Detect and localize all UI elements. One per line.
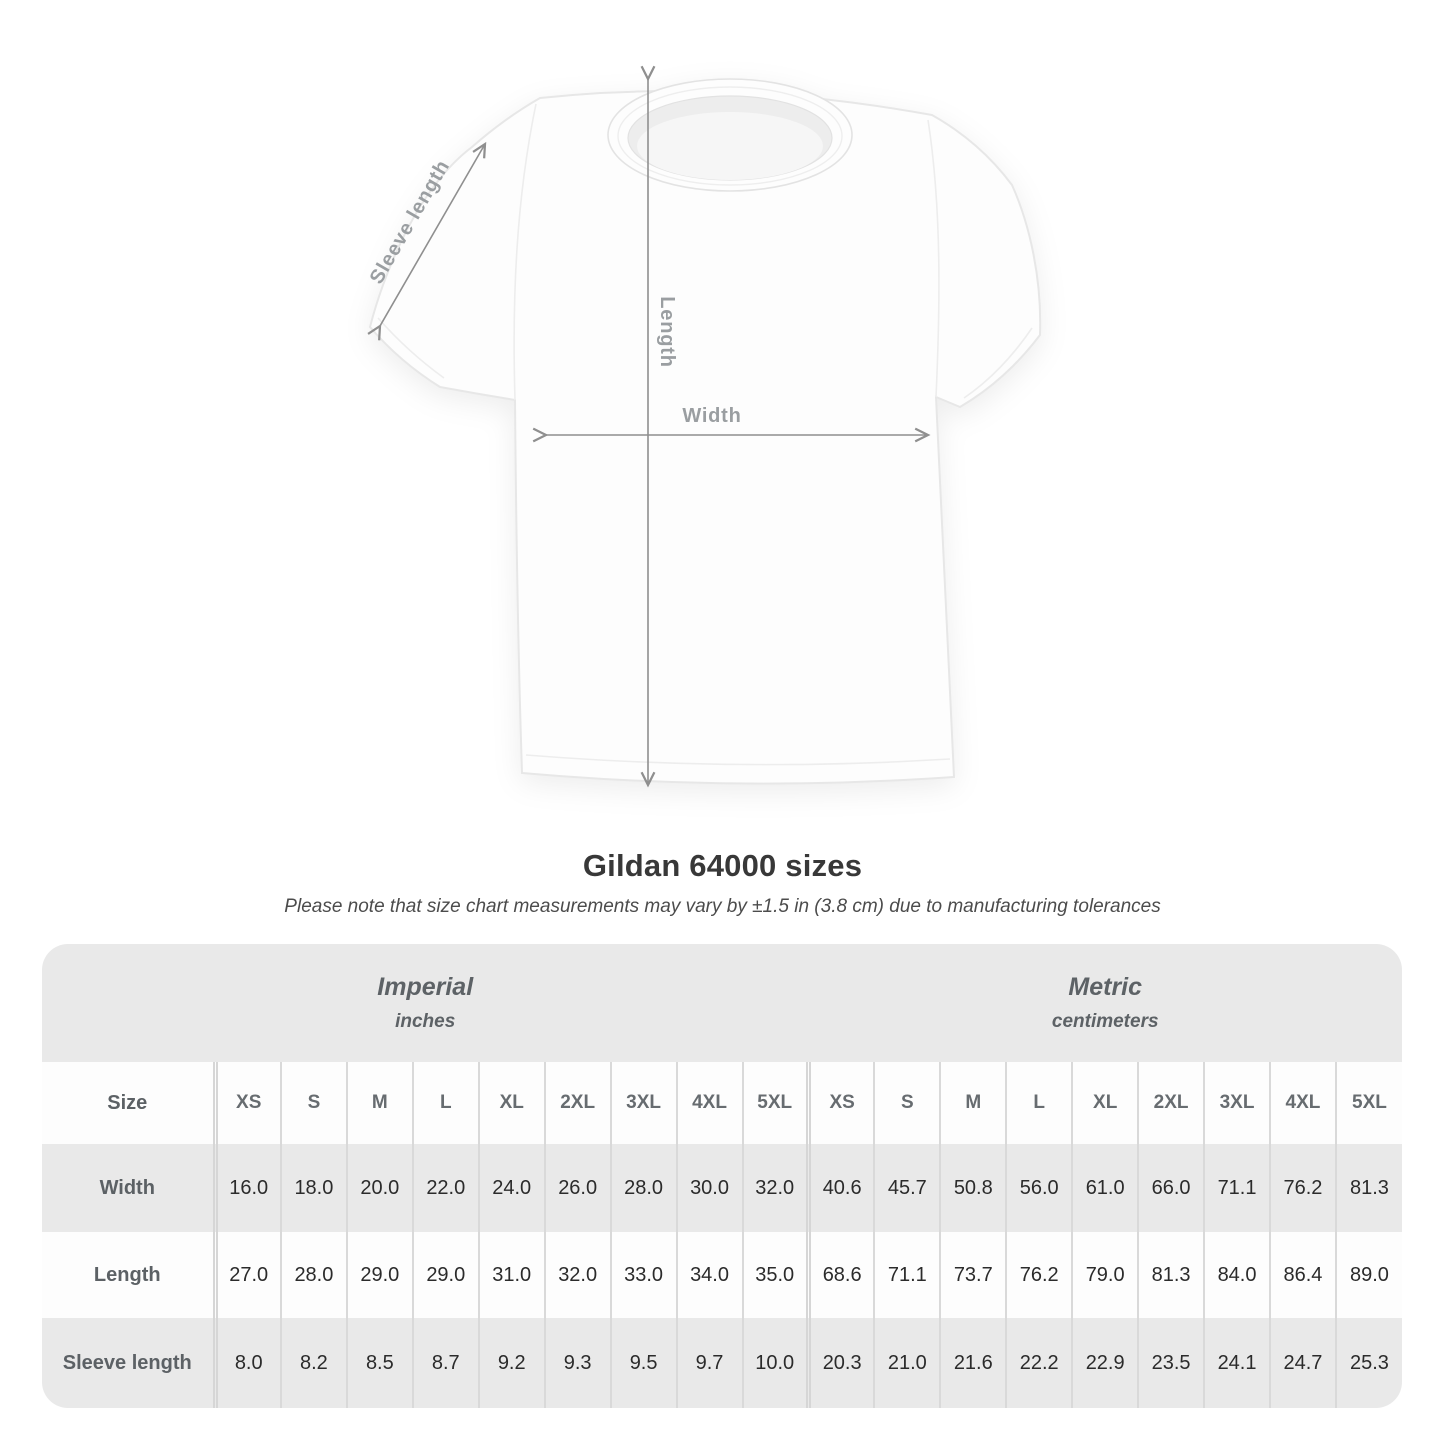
row-label: Sleeve length bbox=[62, 1351, 192, 1374]
table-cell: 71.1 bbox=[874, 1232, 940, 1318]
table-cell: 81.3 bbox=[1138, 1232, 1204, 1318]
length-label: Length bbox=[656, 296, 678, 368]
size-header-row bbox=[42, 1062, 1402, 1144]
size-col-header: XS bbox=[808, 1062, 874, 1144]
table-cell: 24.1 bbox=[1204, 1318, 1270, 1408]
table-cell: 79.0 bbox=[1072, 1232, 1138, 1318]
size-col-header: XL bbox=[1072, 1062, 1138, 1144]
table-cell: 9.7 bbox=[677, 1318, 743, 1408]
size-col-header: 2XL bbox=[1138, 1062, 1204, 1144]
table-cell: 22.0 bbox=[413, 1144, 479, 1232]
table-cell: 29.0 bbox=[347, 1232, 413, 1318]
row-label: Width bbox=[99, 1176, 155, 1199]
table-cell: 45.7 bbox=[874, 1144, 940, 1232]
table-cell: 76.2 bbox=[1006, 1232, 1072, 1318]
tshirt-illustration bbox=[370, 79, 1040, 784]
page-subtitle: Please note that size chart measurements may vary by ±1.5 in (3.8 cm) due to manufacturing tolerances bbox=[284, 896, 1161, 917]
table-cell: 30.0 bbox=[677, 1144, 743, 1232]
size-col-header: 2XL bbox=[545, 1062, 611, 1144]
table-cell: 32.0 bbox=[545, 1232, 611, 1318]
metric-label: Metric bbox=[1068, 973, 1143, 1001]
table-cell: 50.8 bbox=[940, 1144, 1006, 1232]
table-cell: 8.5 bbox=[347, 1318, 413, 1408]
table-cell: 81.3 bbox=[1336, 1144, 1402, 1232]
table-cell: 40.6 bbox=[808, 1144, 874, 1232]
size-header-cell: Size bbox=[107, 1091, 148, 1114]
size-col-header: 4XL bbox=[1270, 1062, 1336, 1144]
imperial-header bbox=[42, 944, 808, 1062]
table-cell: 9.3 bbox=[545, 1318, 611, 1408]
size-col-header: L bbox=[413, 1062, 479, 1144]
table-cell: 9.2 bbox=[479, 1318, 545, 1408]
table-cell: 8.0 bbox=[215, 1318, 281, 1408]
table-cell: 29.0 bbox=[413, 1232, 479, 1318]
table-cell: 73.7 bbox=[940, 1232, 1006, 1318]
table-cell: 25.3 bbox=[1336, 1318, 1402, 1408]
width-label: Width bbox=[682, 405, 742, 427]
size-col-header: M bbox=[940, 1062, 1006, 1144]
table-cell: 21.0 bbox=[874, 1318, 940, 1408]
row-label: Length bbox=[93, 1263, 161, 1286]
table-cell: 22.2 bbox=[1006, 1318, 1072, 1408]
table-cell: 33.0 bbox=[611, 1232, 677, 1318]
size-col-header: 3XL bbox=[611, 1062, 677, 1144]
size-col-header: XS bbox=[215, 1062, 281, 1144]
table-cell: 61.0 bbox=[1072, 1144, 1138, 1232]
size-col-header: 5XL bbox=[743, 1062, 809, 1144]
size-col-header: 5XL bbox=[1336, 1062, 1402, 1144]
table-cell: 21.6 bbox=[940, 1318, 1006, 1408]
table-cell: 22.9 bbox=[1072, 1318, 1138, 1408]
imperial-unit: inches bbox=[395, 1011, 456, 1032]
table-cell: 66.0 bbox=[1138, 1144, 1204, 1232]
table-row-sleeve-length bbox=[42, 1318, 1402, 1408]
table-cell: 89.0 bbox=[1336, 1232, 1402, 1318]
size-col-header: S bbox=[874, 1062, 940, 1144]
imperial-label: Imperial bbox=[377, 973, 474, 1001]
size-col-header: S bbox=[281, 1062, 347, 1144]
unit-header-row bbox=[42, 944, 1402, 1062]
table-cell: 76.2 bbox=[1270, 1144, 1336, 1232]
table-cell: 9.5 bbox=[611, 1318, 677, 1408]
table-cell: 32.0 bbox=[743, 1144, 809, 1232]
table-cell: 84.0 bbox=[1204, 1232, 1270, 1318]
table-cell: 27.0 bbox=[215, 1232, 281, 1318]
page-title: Gildan 64000 sizes bbox=[582, 848, 863, 883]
table-cell: 18.0 bbox=[281, 1144, 347, 1232]
table-cell: 86.4 bbox=[1270, 1232, 1336, 1318]
table-cell: 35.0 bbox=[743, 1232, 809, 1318]
size-table-container bbox=[42, 944, 1402, 1408]
table-cell: 24.7 bbox=[1270, 1318, 1336, 1408]
table-cell: 23.5 bbox=[1138, 1318, 1204, 1408]
table-cell: 16.0 bbox=[215, 1144, 281, 1232]
table-cell: 8.7 bbox=[413, 1318, 479, 1408]
table-cell: 24.0 bbox=[479, 1144, 545, 1232]
table-cell: 71.1 bbox=[1204, 1144, 1270, 1232]
table-cell: 28.0 bbox=[281, 1232, 347, 1318]
size-col-header: L bbox=[1006, 1062, 1072, 1144]
table-cell: 8.2 bbox=[281, 1318, 347, 1408]
metric-unit: centimeters bbox=[1051, 1011, 1159, 1032]
table-row-length bbox=[42, 1232, 1402, 1318]
metric-header bbox=[808, 944, 1402, 1062]
size-table bbox=[42, 944, 1402, 1408]
sleeve-length-label: Sleeve length bbox=[365, 156, 455, 288]
size-col-header: M bbox=[347, 1062, 413, 1144]
table-cell: 20.0 bbox=[347, 1144, 413, 1232]
table-cell: 34.0 bbox=[677, 1232, 743, 1318]
size-col-header: 3XL bbox=[1204, 1062, 1270, 1144]
table-cell: 26.0 bbox=[545, 1144, 611, 1232]
table-cell: 31.0 bbox=[479, 1232, 545, 1318]
table-cell: 10.0 bbox=[743, 1318, 809, 1408]
table-row-width bbox=[42, 1144, 1402, 1232]
size-col-header: 4XL bbox=[677, 1062, 743, 1144]
table-cell: 56.0 bbox=[1006, 1144, 1072, 1232]
tshirt-measurement-diagram bbox=[330, 50, 1070, 820]
table-cell: 20.3 bbox=[808, 1318, 874, 1408]
table-cell: 28.0 bbox=[611, 1144, 677, 1232]
table-cell: 68.6 bbox=[808, 1232, 874, 1318]
size-col-header: XL bbox=[479, 1062, 545, 1144]
